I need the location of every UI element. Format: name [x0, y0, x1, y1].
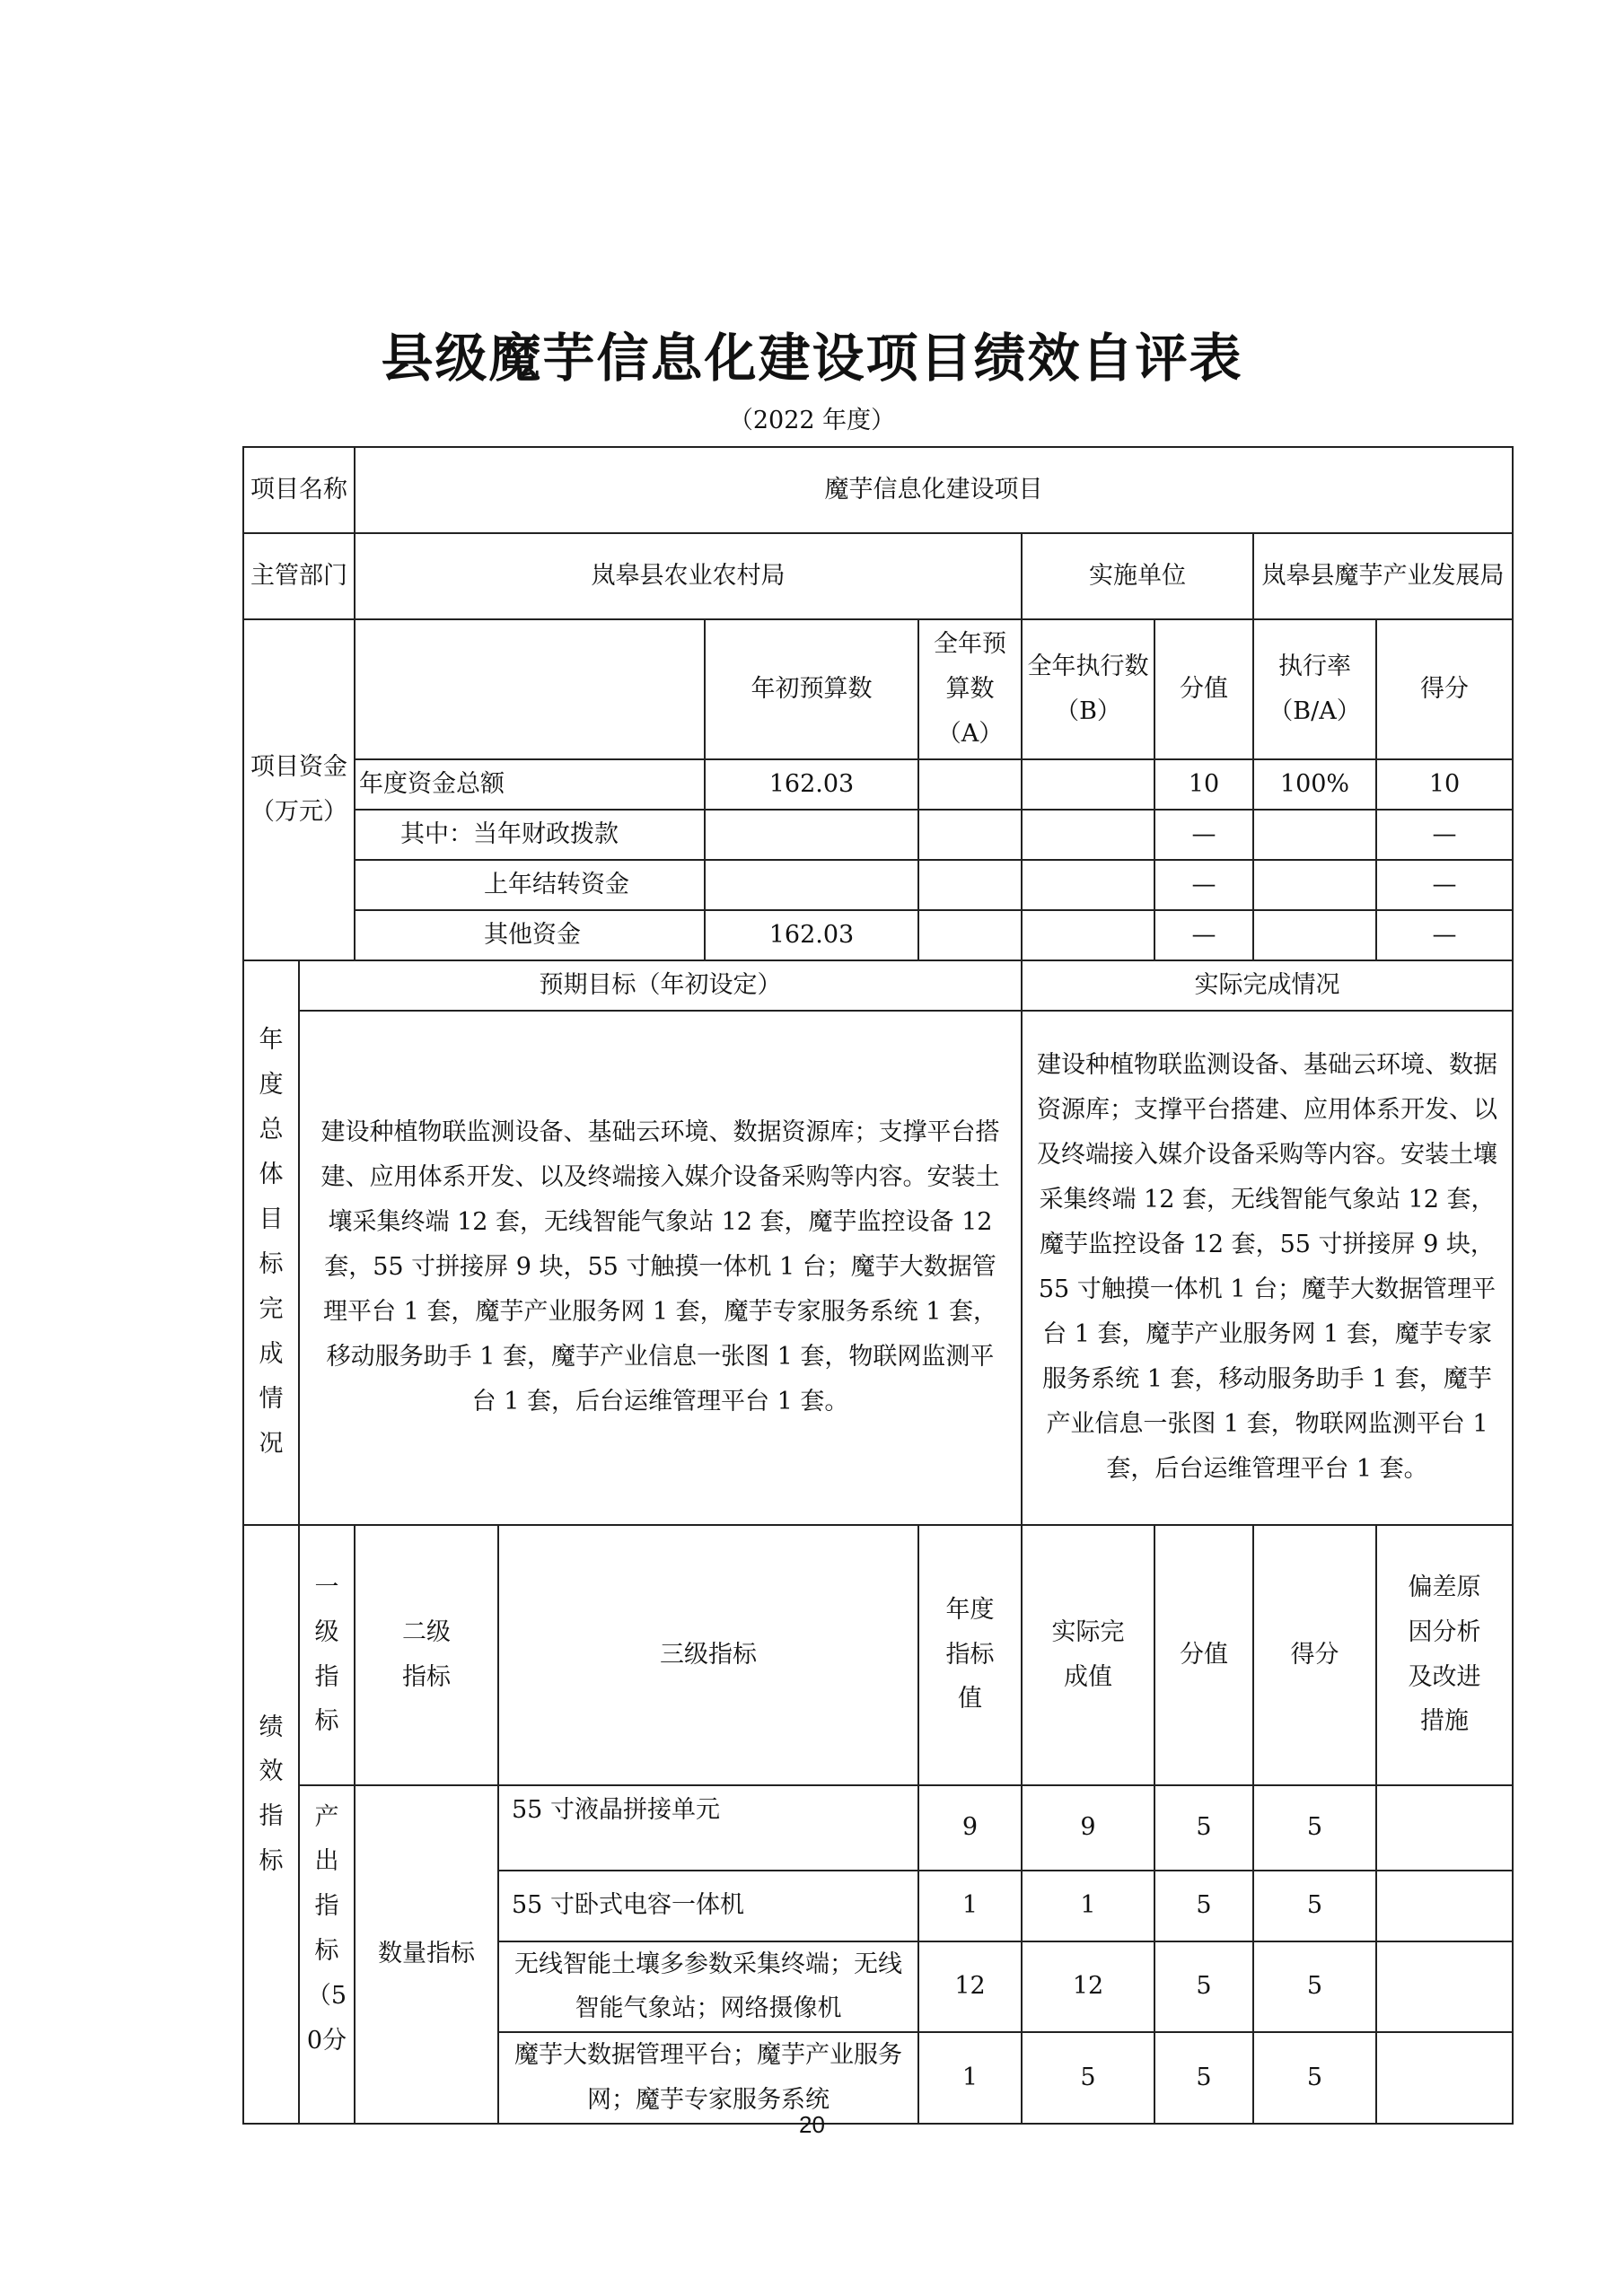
- page-number: 20: [799, 2111, 825, 2138]
- ind-row-note: [1376, 1785, 1513, 1871]
- ind-row-actual: 9: [1022, 1785, 1154, 1871]
- indicators-label: 绩效指标: [243, 1525, 299, 2125]
- ind-row-target: 9: [918, 1785, 1022, 1871]
- self-evaluation-table: [242, 446, 1514, 2125]
- ind-header-weight: 分值: [1154, 1525, 1253, 1785]
- ind-header-actual: 实际完成值: [1022, 1525, 1154, 1785]
- funds-row-name: 其中：当年财政拨款: [355, 810, 705, 860]
- funds-row-annual: [918, 910, 1022, 960]
- ind-row-weight: 5: [1154, 1941, 1253, 2033]
- ind-row-weight: 5: [1154, 2032, 1253, 2124]
- funds-header-exec: 全年执行数（B）: [1022, 619, 1154, 759]
- funds-row-score: —: [1376, 860, 1513, 910]
- funds-header-weight: 分值: [1154, 619, 1253, 759]
- funds-row: [243, 860, 1513, 910]
- page-title: 县级魔芋信息化建设项目绩效自评表: [381, 328, 1243, 389]
- funds-row-annual: [918, 860, 1022, 910]
- funds-row-score: —: [1376, 810, 1513, 860]
- funds-row-name: 其他资金: [355, 910, 705, 960]
- ind-header-level1: 一级指标: [299, 1525, 355, 1785]
- ind-row-score: 5: [1253, 1941, 1376, 2033]
- funds-header-annual: 全年预算数（A）: [918, 619, 1022, 759]
- fiscal-year: （2022 年度）: [728, 407, 896, 434]
- funds-header-score: 得分: [1376, 619, 1513, 759]
- funds-row-name: 年度资金总额: [355, 759, 705, 810]
- goals-expected-header: 预期目标（年初设定）: [299, 960, 1022, 1011]
- ind-row-actual: 12: [1022, 1941, 1154, 2033]
- funds-row-initial: 162.03: [705, 759, 918, 810]
- dept-label: 主管部门: [243, 533, 355, 619]
- ind-row-score: 5: [1253, 1871, 1376, 1941]
- ind-row-actual: 5: [1022, 2032, 1154, 2124]
- funds-row-score: —: [1376, 910, 1513, 960]
- project-name-value: 魔芋信息化建设项目: [355, 447, 1513, 533]
- ind-row-target: 1: [918, 1871, 1022, 1941]
- funds-row-initial: [705, 860, 918, 910]
- funds-row-annual: [918, 810, 1022, 860]
- funds-row: [243, 759, 1513, 810]
- funds-row-rate: [1253, 860, 1376, 910]
- project-name-label: 项目名称: [243, 447, 355, 533]
- funds-row-rate: [1253, 910, 1376, 960]
- ind-header-level3: 三级指标: [498, 1525, 918, 1785]
- funds-header-rate: 执行率（B/A）: [1253, 619, 1376, 759]
- ind-row-score: 5: [1253, 1785, 1376, 1871]
- funds-row-rate: 100%: [1253, 759, 1376, 810]
- ind-level2-name: 数量指标: [355, 1785, 498, 2125]
- ind-row-name: 无线智能土壤多参数采集终端；无线智能气象站；网络摄像机: [498, 1941, 918, 2033]
- funds-row-name: 上年结转资金: [355, 860, 705, 910]
- goals-expected-text: 建设种植物联监测设备、基础云环境、数据资源库；支撑平台搭建、应用体系开发、以及终端接入媒介设备采购等内容。安装土壤采集终端 12 套，无线智能气象站 12 套，魔芋监控设备 12 套，55 寸拼接屏 9 块，55 寸触摸一体机 1 台；魔芋大数据管理平台 1 套，魔芋产业服务网 1 套，魔芋专家服务系统 1 套，移动服务助手 1 套，魔芋产业信息一张图 1 套，物联网监测平台 1 套，后台运维管理平台 1 套。: [299, 1011, 1022, 1525]
- funds-row-exec: [1022, 759, 1154, 810]
- indicator-row: [243, 1785, 1513, 1871]
- ind-row-name: 55 寸液晶拼接单元: [498, 1785, 918, 1871]
- ind-level1-name: 产出指标（50分: [299, 1785, 355, 2125]
- ind-row-target: 12: [918, 1941, 1022, 2033]
- funds-row-score: 10: [1376, 759, 1513, 810]
- funds-row-annual: [918, 759, 1022, 810]
- ind-row-weight: 5: [1154, 1785, 1253, 1871]
- funds-row-initial: [705, 810, 918, 860]
- funds-header-initial: 年初预算数: [705, 619, 918, 759]
- ind-row-note: [1376, 2032, 1513, 2124]
- funds-row: [243, 910, 1513, 960]
- ind-header-deviation: 偏差原因分析及改进措施: [1376, 1525, 1513, 1785]
- ind-row-name: 55 寸卧式电容一体机: [498, 1871, 918, 1941]
- ind-row-actual: 1: [1022, 1871, 1154, 1941]
- funds-row: [243, 810, 1513, 860]
- ind-row-score: 5: [1253, 2032, 1376, 2124]
- dept-value: 岚皋县农业农村局: [355, 533, 1022, 619]
- goals-label: 年度总体目标完成情况: [243, 960, 299, 1525]
- funds-header-blank: [355, 619, 705, 759]
- goals-actual-text: 建设种植物联监测设备、基础云环境、数据资源库；支撑平台搭建、应用体系开发、以及终端接入媒介设备采购等内容。安装土壤采集终端 12 套，无线智能气象站 12 套，魔芋监控设备 12 套，55 寸拼接屏 9 块，55 寸触摸一体机 1 台；魔芋大数据管理平台 1 套，魔芋产业服务网 1 套，魔芋专家服务系统 1 套，移动服务助手 1 套，魔芋产业信息一张图 1 套，物联网监测平台 1 套，后台运维管理平台 1 套。: [1022, 1011, 1513, 1525]
- ind-row-target: 1: [918, 2032, 1022, 2124]
- ind-header-score: 得分: [1253, 1525, 1376, 1785]
- funds-row-weight: —: [1154, 860, 1253, 910]
- funds-row-rate: [1253, 810, 1376, 860]
- funds-row-weight: 10: [1154, 759, 1253, 810]
- ind-row-weight: 5: [1154, 1871, 1253, 1941]
- goals-actual-header: 实际完成情况: [1022, 960, 1513, 1011]
- funds-row-exec: [1022, 860, 1154, 910]
- ind-row-note: [1376, 1941, 1513, 2033]
- funds-row-exec: [1022, 910, 1154, 960]
- ind-header-level2: 二级指标: [355, 1525, 498, 1785]
- funds-row-exec: [1022, 810, 1154, 860]
- impl-unit-label: 实施单位: [1022, 533, 1253, 619]
- funds-row-weight: —: [1154, 810, 1253, 860]
- impl-unit-value: 岚皋县魔芋产业发展局: [1253, 533, 1513, 619]
- funds-label: 项目资金（万元）: [243, 619, 355, 960]
- ind-header-annual: 年度指标值: [918, 1525, 1022, 1785]
- ind-row-name: 魔芋大数据管理平台；魔芋产业服务网；魔芋专家服务系统: [498, 2032, 918, 2124]
- funds-row-initial: 162.03: [705, 910, 918, 960]
- ind-row-note: [1376, 1871, 1513, 1941]
- funds-row-weight: —: [1154, 910, 1253, 960]
